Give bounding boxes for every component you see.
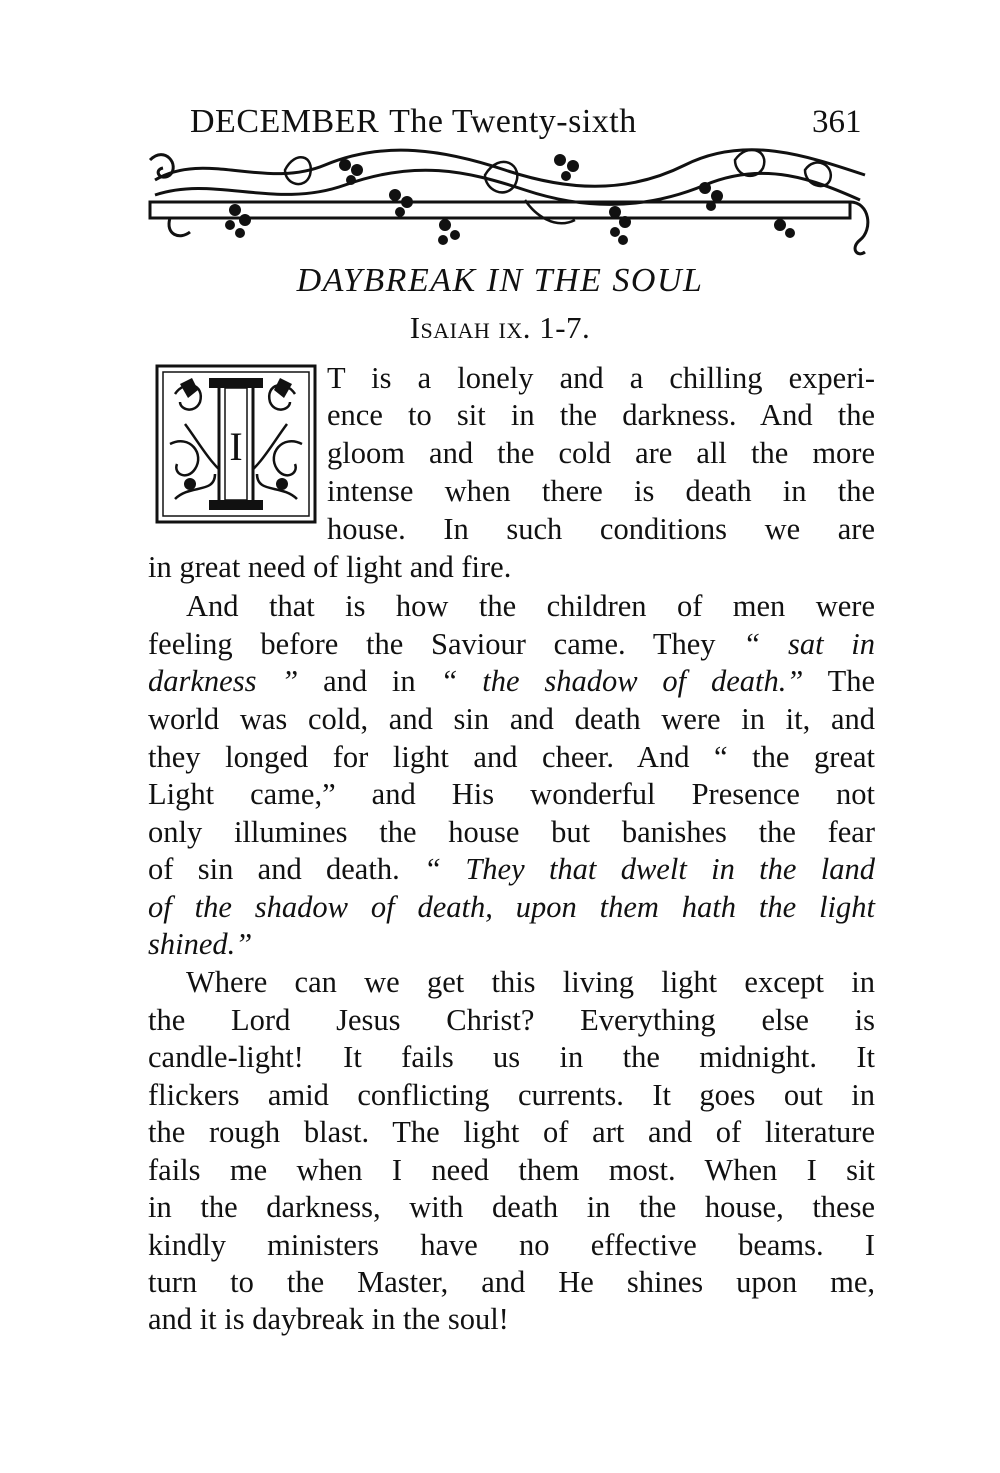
body-line: in the darkness, with death in the house, these [148, 1190, 875, 1224]
running-header [190, 102, 637, 141]
body-line: kindly ministers have no effective beams. I [148, 1228, 875, 1262]
body-line: house. In such conditions we are [327, 512, 875, 546]
scripture-reference-text: Isaiah ix. 1-7. [409, 310, 591, 345]
page-title: DAYBREAK IN THE SOUL [296, 262, 704, 299]
body-line [148, 626, 875, 663]
body-line: they longed for light and cheer. And “ the great [148, 740, 875, 774]
quoted-scripture: “ They that dwelt in the land [424, 852, 875, 886]
body-line: ence to sit in the darkness. And the [327, 398, 875, 432]
body-line: flickers amid conflicting currents. It goes out in [148, 1078, 875, 1112]
body-text: of sin and death. [148, 852, 400, 886]
scripture-reference [0, 310, 1000, 346]
page-number: 361 [812, 104, 862, 140]
body-line: the rough blast. The light of art and of literature [148, 1115, 875, 1149]
body-line [148, 663, 875, 700]
body-line [148, 926, 875, 963]
body-line: in great need of light and fire. [148, 550, 512, 584]
body-line: And that is how the children of men were [186, 589, 875, 623]
header-month: DECEMBER [190, 103, 380, 140]
body-line: the Lord Jesus Christ? Everything else is [148, 1003, 875, 1037]
body-line: world was cold, and sin and death were in it, and [148, 702, 875, 736]
body-text: and in [323, 664, 416, 698]
body-text: The [827, 664, 876, 698]
drop-cap-ornament-icon [155, 364, 317, 524]
body-text: feeling before the Saviour came. They [148, 627, 716, 661]
grapevine-ornament-icon [145, 140, 875, 265]
body-line: intense when there is death in the [327, 474, 875, 508]
body-line: only illumines the house but banishes the fear [148, 815, 875, 849]
body-line [148, 889, 875, 926]
quoted-scripture: darkness ” [148, 664, 299, 698]
drop-cap-letter: I [229, 424, 243, 469]
body-line: Where can we get this living light except in [186, 965, 875, 999]
body-line: candle-light! It fails us in the midnight. It [148, 1040, 875, 1074]
quoted-scripture: of the shadow of death, upon them hath the light [148, 890, 875, 924]
body-line: Light came,” and His wonderful Presence not [148, 777, 875, 811]
quoted-scripture: “ sat in [743, 627, 876, 661]
body-line: gloom and the cold are all the more [327, 436, 875, 470]
body-line [148, 851, 875, 888]
body-line: T is a lonely and a chilling experi- [327, 361, 875, 395]
header-day: The Twenty-sixth [389, 103, 637, 140]
body-line: fails me when I need them most. When I sit [148, 1153, 875, 1187]
quoted-scripture: shined.” [148, 927, 253, 961]
quoted-scripture: “ the shadow of death.” [440, 664, 804, 698]
body-line: turn to the Master, and He shines upon me, [148, 1265, 875, 1299]
body-line: and it is daybreak in the soul! [148, 1302, 509, 1336]
